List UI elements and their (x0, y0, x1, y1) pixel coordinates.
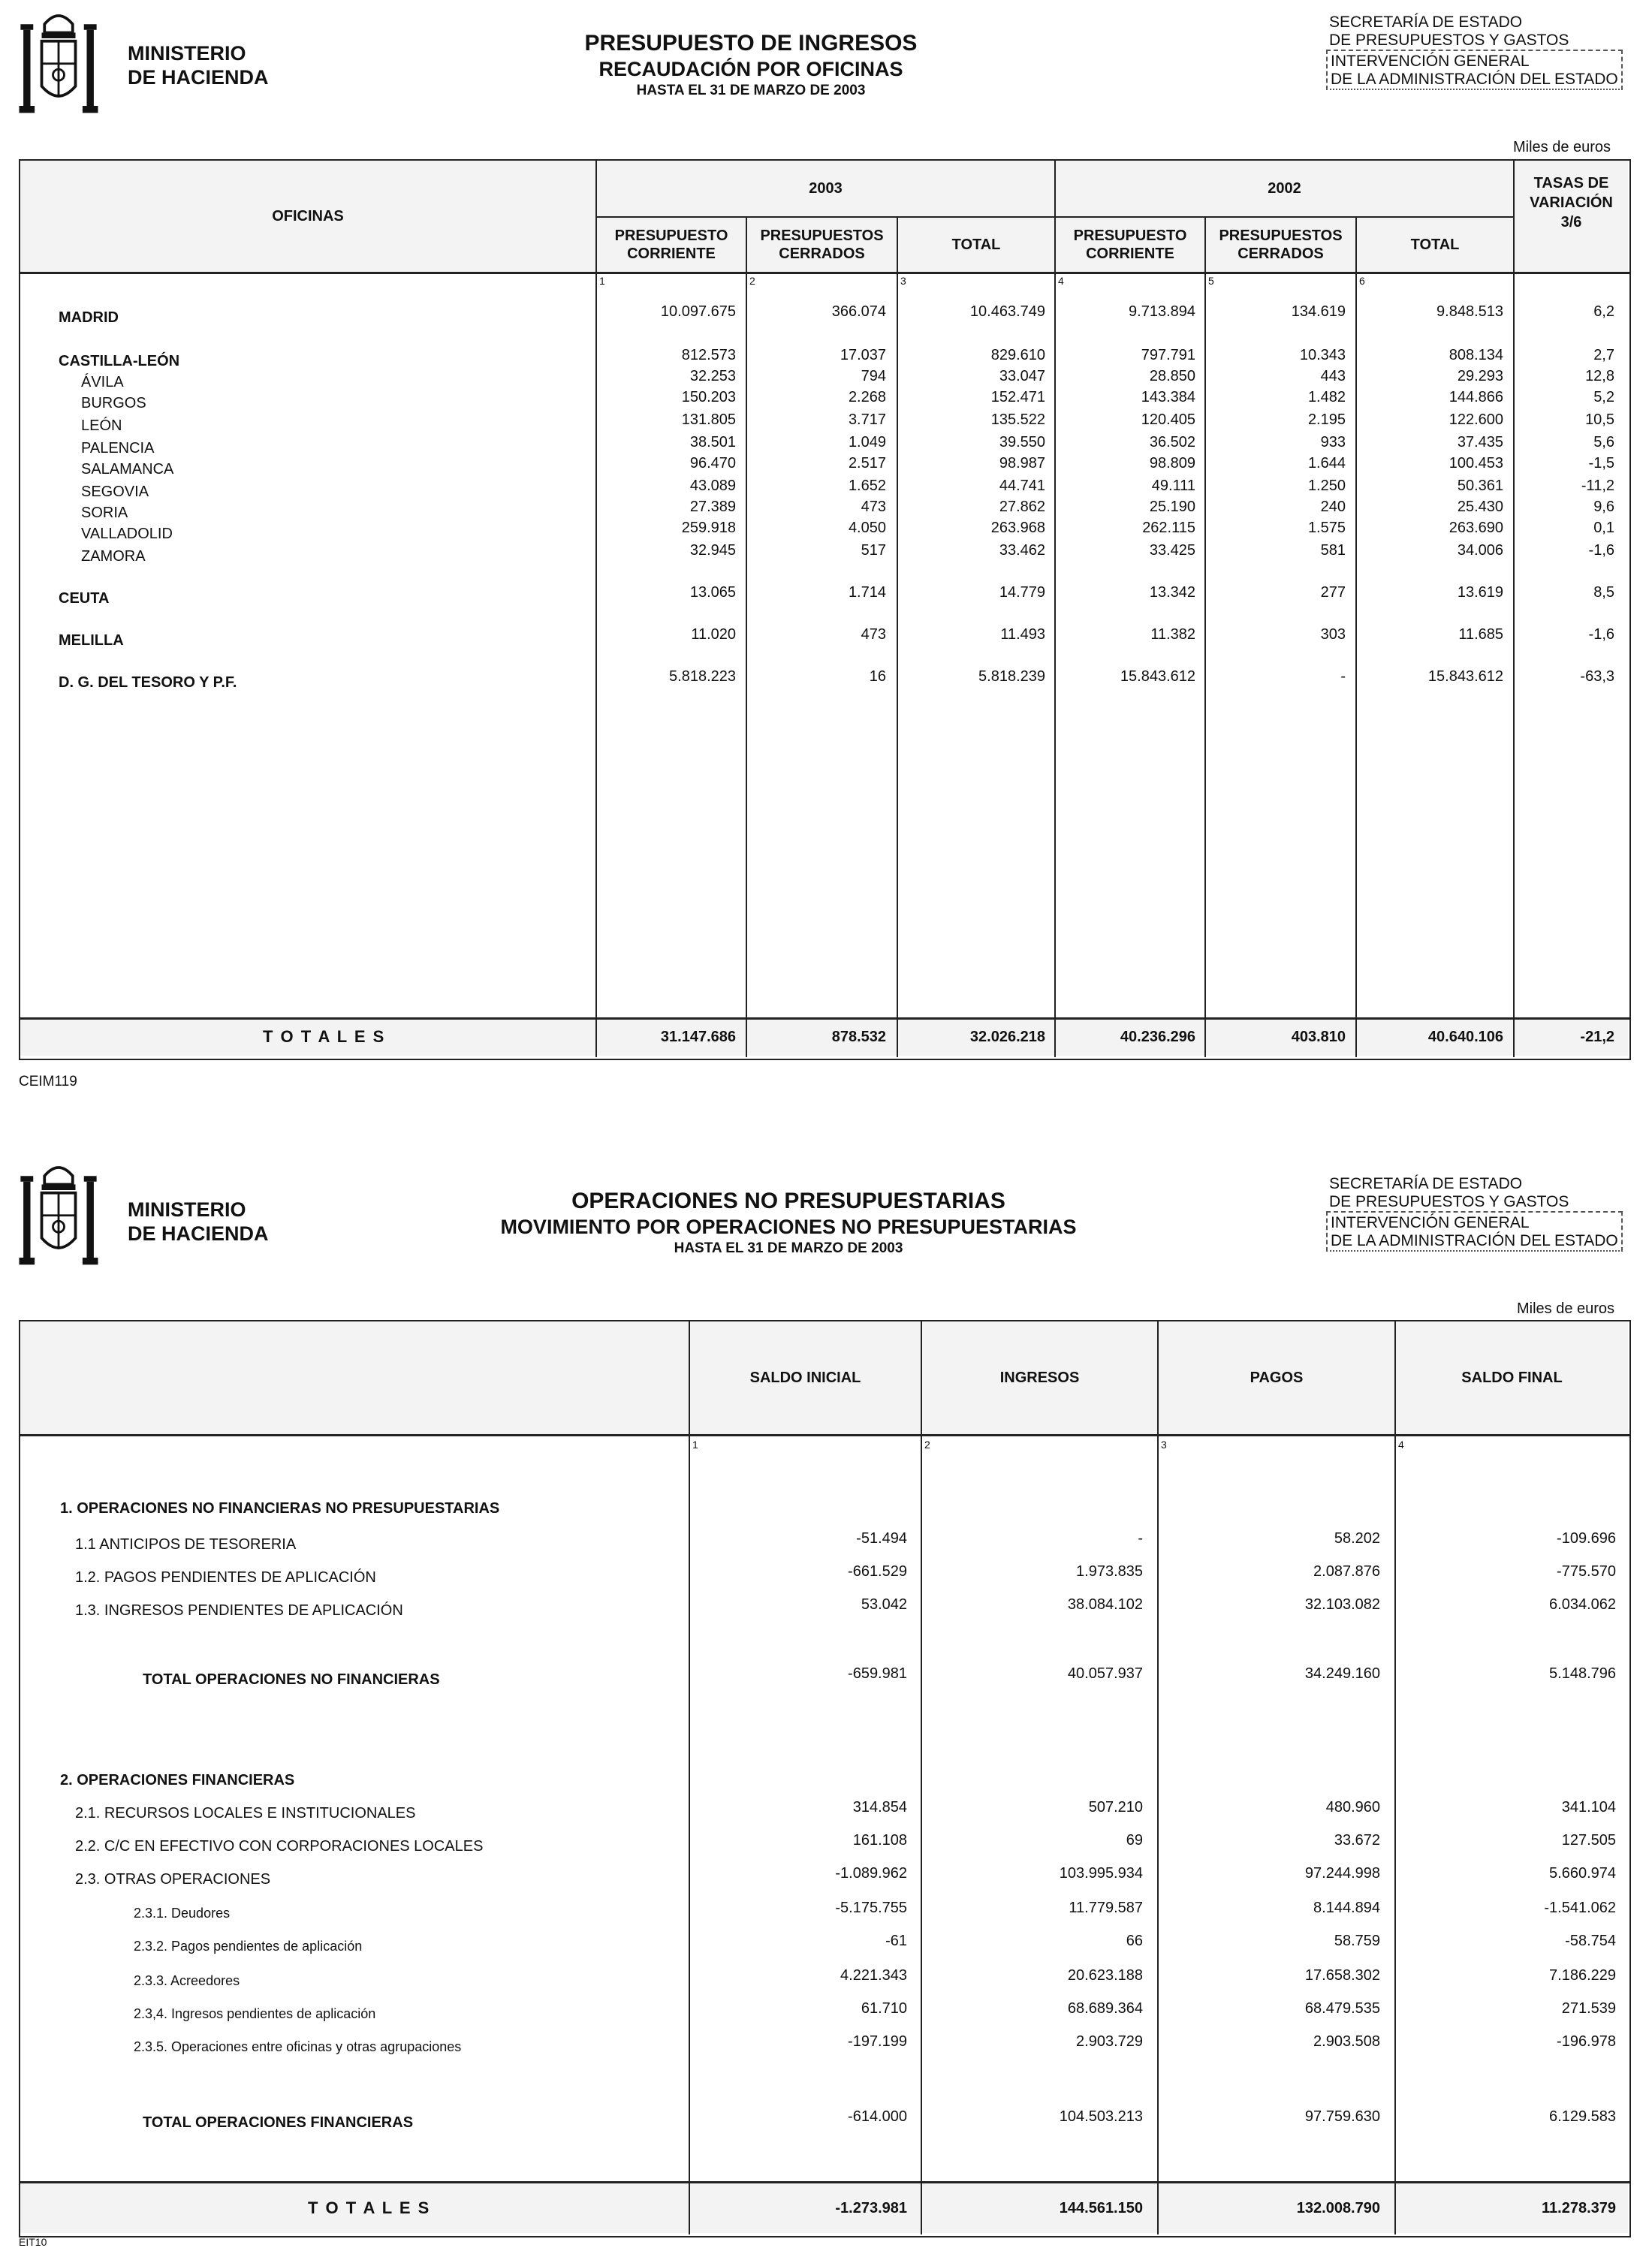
cell-value: 25.190 (1149, 499, 1195, 515)
intervencion-box: INTERVENCIÓN GENERAL DE LA ADMINISTRACIÓN DEL ESTADO (1326, 1211, 1623, 1252)
header-saldo-inicial: SALDO INICIAL (749, 1370, 861, 1386)
issuing-office: SECRETARÍA DE ESTADO DE PRESUPUESTOS Y GASTOS INTERVENCIÓN GENERAL DE LA ADMINISTRACIÓN DEL ESTADO (1329, 14, 1623, 90)
cell-value: -614.000 (848, 2108, 907, 2125)
cell-value: 144.866 (1449, 389, 1503, 405)
cell-value: 98.809 (1149, 455, 1195, 472)
cell-value: 152.471 (990, 389, 1045, 405)
operation-label: 2.2. C/C EN EFECTIVO CON CORPORACIONES LOCALES (75, 1838, 484, 1855)
cell-value: 240 (1320, 499, 1346, 515)
cell-value: 5.148.796 (1549, 1665, 1616, 1682)
cell-value: 507.210 (1088, 1799, 1143, 1816)
cell-value: -109.696 (1557, 1530, 1616, 1547)
cell-value: 341.104 (1561, 1799, 1616, 1816)
cell-value: 259.918 (681, 520, 736, 536)
cell-value: 263.968 (990, 520, 1045, 536)
cell-value: 11.382 (1150, 626, 1195, 643)
report-date: HASTA EL 31 DE MARZO DE 2003 (636, 83, 866, 98)
cell-value: 1.575 (1307, 520, 1346, 536)
cell-value: 314.854 (852, 1799, 907, 1816)
operation-label: 2.3.1. Deudores (134, 1906, 231, 1921)
operation-label: TOTAL OPERACIONES NO FINANCIERAS (143, 1671, 440, 1688)
total-value: 144.561.150 (1059, 2200, 1143, 2216)
header-year-2003: 2003 (809, 180, 843, 197)
cell-value: 9.713.894 (1129, 303, 1195, 320)
total-value: 32.026.218 (969, 1029, 1045, 1045)
cell-value: 1.482 (1307, 389, 1346, 405)
cell-value: 8.144.894 (1313, 1900, 1380, 1916)
cell-value: 37.435 (1457, 434, 1503, 451)
cell-value: 10.463.749 (969, 303, 1045, 320)
column-number: 2 (924, 1439, 930, 1451)
office-label: BURGOS (81, 395, 146, 411)
office-label: VALLADOLID (81, 526, 173, 542)
cell-value: 143.384 (1141, 389, 1195, 405)
cell-value: 794 (861, 368, 886, 384)
issuing-office: SECRETARÍA DE ESTADO DE PRESUPUESTOS Y GASTOS INTERVENCIÓN GENERAL DE LA ADMINISTRACIÓN DEL ESTADO (1329, 1175, 1623, 1252)
cell-value: 6,2 (1593, 303, 1614, 320)
cell-value: -1,6 (1588, 542, 1614, 559)
office-label: SORIA (81, 505, 128, 521)
cell-value: 33.425 (1149, 542, 1195, 559)
header-tasas-variacion: TASAS DE VARIACIÓN 3/6 (1530, 175, 1613, 231)
header-pagos: PAGOS (1250, 1370, 1304, 1386)
total-value: 403.810 (1291, 1029, 1346, 1045)
column-number: 1 (599, 275, 605, 287)
cell-value: 69 (1126, 1832, 1143, 1849)
cell-value: 8,5 (1593, 584, 1614, 601)
totals-label: T O T A L E S (263, 1027, 386, 1046)
cell-value: 104.503.213 (1059, 2108, 1143, 2125)
cell-value: 581 (1320, 542, 1346, 559)
operation-label: 2.3.2. Pagos pendientes de aplicación (134, 1939, 363, 1954)
cell-value: 0,1 (1593, 520, 1614, 536)
operation-label: 2.1. RECURSOS LOCALES E INSTITUCIONALES (75, 1805, 416, 1822)
cell-value: -51.494 (856, 1530, 907, 1547)
header-saldo-final: SALDO FINAL (1461, 1370, 1563, 1386)
report-subtitle: MOVIMIENTO POR OPERACIONES NO PRESUPUESTARIAS (500, 1216, 1077, 1238)
cell-value: 11.020 (691, 626, 736, 643)
cell-value: -61 (885, 1933, 907, 1949)
header-ingresos: INGRESOS (999, 1370, 1080, 1386)
cell-value: 98.987 (999, 455, 1045, 472)
cell-value: 49.111 (1151, 478, 1195, 494)
cell-value: 263.690 (1449, 520, 1503, 536)
cell-value: 100.453 (1449, 455, 1503, 472)
cell-value: 1.714 (848, 584, 886, 601)
cell-value: 97.759.630 (1304, 2108, 1380, 2125)
cell-value: -1,6 (1588, 626, 1614, 643)
cell-value: 271.539 (1561, 2000, 1616, 2017)
total-value: 11.278.379 (1542, 2200, 1616, 2216)
cell-value: 2.087.876 (1313, 1563, 1380, 1580)
cell-value: 9.848.513 (1436, 303, 1503, 320)
cell-value: 303 (1320, 626, 1346, 643)
total-value: 40.236.296 (1120, 1029, 1195, 1045)
column-number: 4 (1398, 1439, 1404, 1451)
cell-value: 11.779.587 (1069, 1900, 1143, 1916)
form-code: EIT10 (19, 2236, 47, 2248)
cell-value: 38.501 (689, 434, 736, 451)
cell-value: 4.221.343 (840, 1967, 907, 1984)
cell-value: - (1340, 668, 1346, 685)
cell-value: 5,2 (1593, 389, 1614, 405)
cell-value: 480.960 (1325, 1799, 1380, 1816)
cell-value: 61.710 (861, 2000, 907, 2017)
cell-value: -659.981 (848, 1665, 907, 1682)
header-total-2003: TOTAL (951, 237, 1001, 253)
cell-value: 97.244.998 (1304, 1865, 1380, 1882)
header-pres-cerrados-2003: PRESUPUESTOS CERRADOS (760, 228, 884, 262)
cell-value: 5.660.974 (1549, 1865, 1616, 1882)
cell-value: 66 (1126, 1933, 1143, 1949)
cell-value: 1.250 (1307, 478, 1346, 494)
cell-value: 808.134 (1449, 347, 1503, 363)
cell-value: 2.268 (848, 389, 886, 405)
operation-label: 2.3,4. Ingresos pendientes de aplicación (134, 2006, 376, 2021)
cell-value: 44.741 (999, 478, 1045, 494)
cell-value: 797.791 (1141, 347, 1195, 363)
operation-label: 2.3. OTRAS OPERACIONES (75, 1871, 271, 1888)
cell-value: -1,5 (1588, 455, 1614, 472)
total-value: -21,2 (1580, 1029, 1614, 1045)
cell-value: 3.717 (848, 411, 886, 428)
cell-value: 53.042 (861, 1596, 907, 1613)
cell-value: 25.430 (1457, 499, 1503, 515)
cell-value: -1.089.962 (835, 1865, 907, 1882)
ministry-name: MINISTERIO DE HACIENDA (128, 1198, 269, 1245)
total-value: 31.147.686 (660, 1029, 736, 1045)
report-title: PRESUPUESTO DE INGRESOS (584, 31, 918, 56)
cell-value: 933 (1320, 434, 1346, 451)
operation-label: 2.3.5. Operaciones entre oficinas y otras agrupaciones (134, 2039, 462, 2054)
cell-value: 10.097.675 (660, 303, 736, 320)
cell-value: 43.089 (689, 478, 736, 494)
cell-value: 5.818.223 (669, 668, 736, 685)
office-label: CASTILLA-LEÓN (59, 353, 180, 369)
cell-value: 38.084.102 (1067, 1596, 1143, 1613)
cell-value: 15.843.612 (1427, 668, 1503, 685)
office-label: LEÓN (81, 417, 122, 434)
cell-value: 33.047 (999, 368, 1045, 384)
cell-value: -197.199 (848, 2033, 907, 2050)
cell-value: 4.050 (848, 520, 886, 536)
total-value: -1.273.981 (835, 2200, 907, 2216)
cell-value: 50.361 (1457, 478, 1503, 494)
report-title-block (451, 1188, 1126, 1258)
cell-value: 13.619 (1457, 584, 1503, 601)
total-value: 132.008.790 (1296, 2200, 1380, 2216)
cell-value: 12,8 (1585, 368, 1614, 384)
column-number: 6 (1359, 275, 1365, 287)
total-value: 878.532 (831, 1029, 886, 1045)
cell-value: 7.186.229 (1549, 1967, 1616, 1984)
cell-value: 5,6 (1593, 434, 1614, 451)
operation-label: 1.3. INGRESOS PENDIENTES DE APLICACIÓN (75, 1602, 403, 1619)
cell-value: 6.129.583 (1549, 2108, 1616, 2125)
cell-value: 29.293 (1457, 368, 1503, 384)
office-label: MELILLA (59, 632, 124, 649)
header-pres-corriente-2002: PRESUPUESTO CORRIENTE (1073, 228, 1187, 262)
cell-value: 9,6 (1593, 499, 1614, 515)
offices-table (19, 159, 1631, 1060)
header-oficinas: OFICINAS (272, 208, 344, 224)
column-number: 3 (900, 275, 906, 287)
form-code: CEIM119 (19, 1074, 77, 1089)
column-number: 5 (1208, 275, 1214, 287)
report-title-block (526, 30, 976, 101)
office-label: D. G. DEL TESORO Y P.F. (59, 674, 237, 691)
cell-value: 103.995.934 (1059, 1865, 1143, 1882)
cell-value: 39.550 (999, 434, 1045, 451)
coat-of-arms-icon (14, 5, 104, 117)
cell-value: 11.493 (1000, 626, 1045, 643)
cell-value: 366.074 (831, 303, 886, 320)
cell-value: 6.034.062 (1549, 1596, 1616, 1613)
cell-value: 127.505 (1561, 1832, 1616, 1849)
cell-value: 473 (861, 626, 886, 643)
header-total-2002: TOTAL (1410, 237, 1460, 253)
office-label: SALAMANCA (81, 461, 174, 478)
cell-value: 68.689.364 (1067, 2000, 1143, 2017)
cell-value: 517 (861, 542, 886, 559)
cell-value: 262.115 (1142, 520, 1195, 536)
report-subtitle: RECAUDACIÓN POR OFICINAS (598, 58, 903, 80)
cell-value: 10,5 (1585, 411, 1614, 428)
cell-value: 2.195 (1307, 411, 1346, 428)
cell-value: 13.065 (689, 584, 736, 601)
intervencion-box: INTERVENCIÓN GENERAL DE LA ADMINISTRACIÓN DEL ESTADO (1326, 50, 1623, 90)
office-label: PALENCIA (81, 440, 155, 457)
column-number: 2 (749, 275, 755, 287)
cell-value: 32.103.082 (1304, 1596, 1380, 1613)
cell-value: 10.343 (1299, 347, 1346, 363)
cell-value: 40.057.937 (1067, 1665, 1143, 1682)
operation-label: 2.3.3. Acreedores (134, 1973, 240, 1988)
totals-label: T O T A L E S (308, 2198, 431, 2217)
cell-value: 122.600 (1449, 411, 1503, 428)
report-title: OPERACIONES NO PRESUPUESTARIAS (571, 1189, 1005, 1213)
cell-value: -58.754 (1565, 1933, 1616, 1949)
cell-value: 829.610 (990, 347, 1045, 363)
cell-value: -775.570 (1557, 1563, 1616, 1580)
units-label: Miles de euros (1513, 139, 1611, 155)
report-date: HASTA EL 31 DE MARZO DE 2003 (674, 1240, 903, 1256)
cell-value: 1.652 (848, 478, 886, 494)
office-label: SEGOVIA (81, 484, 149, 500)
cell-value: 33.672 (1334, 1832, 1380, 1849)
cell-value: 34.249.160 (1304, 1665, 1380, 1682)
cell-value: 812.573 (681, 347, 736, 363)
operation-label: 1. OPERACIONES NO FINANCIERAS NO PRESUPUESTARIAS (60, 1500, 500, 1517)
coat-of-arms-icon (14, 1156, 104, 1269)
cell-value: 1.049 (848, 434, 886, 451)
cell-value: 32.945 (689, 542, 736, 559)
cell-value: 58.202 (1334, 1530, 1380, 1547)
total-value: 40.640.106 (1427, 1029, 1503, 1045)
header-pres-cerrados-2002: PRESUPUESTOS CERRADOS (1219, 228, 1343, 262)
ministry-name: MINISTERIO DE HACIENDA (128, 42, 269, 89)
header-pres-corriente-2003: PRESUPUESTO CORRIENTE (614, 228, 728, 262)
cell-value: 68.479.535 (1304, 2000, 1380, 2017)
office-label: ÁVILA (81, 374, 124, 390)
cell-value: 443 (1320, 368, 1346, 384)
cell-value: 27.389 (689, 499, 736, 515)
cell-value: 20.623.188 (1067, 1967, 1143, 1984)
cell-value: -196.978 (1557, 2033, 1616, 2050)
cell-value: 131.805 (681, 411, 736, 428)
cell-value: 15.843.612 (1120, 668, 1195, 685)
cell-value: 36.502 (1149, 434, 1195, 451)
operation-label: 1.1 ANTICIPOS DE TESORERIA (75, 1536, 297, 1553)
operation-label: 1.2. PAGOS PENDIENTES DE APLICACIÓN (75, 1569, 376, 1586)
cell-value: 2.903.508 (1313, 2033, 1380, 2050)
cell-value: 27.862 (999, 499, 1045, 515)
cell-value: 11.685 (1458, 626, 1503, 643)
column-number: 3 (1161, 1439, 1167, 1451)
units-label: Miles de euros (1517, 1300, 1615, 1317)
office-label: MADRID (59, 309, 119, 326)
cell-value: 32.253 (689, 368, 736, 384)
cell-value: -11,2 (1581, 478, 1614, 494)
cell-value: -5.175.755 (835, 1900, 907, 1916)
cell-value: 34.006 (1457, 542, 1503, 559)
operation-label: TOTAL OPERACIONES FINANCIERAS (143, 2114, 414, 2131)
cell-value: -1.541.062 (1544, 1900, 1616, 1916)
cell-value: 5.818.239 (978, 668, 1045, 685)
cell-value: - (1138, 1530, 1143, 1547)
header-year-2002: 2002 (1268, 180, 1301, 197)
cell-value: 1.644 (1307, 455, 1346, 472)
cell-value: 120.405 (1141, 411, 1195, 428)
cell-value: 96.470 (689, 455, 736, 472)
cell-value: 473 (861, 499, 886, 515)
cell-value: -661.529 (848, 1563, 907, 1580)
cell-value: 58.759 (1334, 1933, 1380, 1949)
cell-value: 33.462 (999, 542, 1045, 559)
cell-value: 1.973.835 (1076, 1563, 1143, 1580)
cell-value: 2,7 (1593, 347, 1614, 363)
cell-value: 2.903.729 (1076, 2033, 1143, 2050)
cell-value: 14.779 (999, 584, 1045, 601)
column-number: 4 (1058, 275, 1064, 287)
cell-value: 2.517 (848, 455, 886, 472)
cell-value: 161.108 (852, 1832, 907, 1849)
cell-value: 17.658.302 (1304, 1967, 1380, 1984)
cell-value: 150.203 (681, 389, 736, 405)
office-label: CEUTA (59, 590, 110, 607)
cell-value: 17.037 (840, 347, 886, 363)
operation-label: 2. OPERACIONES FINANCIERAS (60, 1772, 295, 1788)
column-number: 1 (692, 1439, 698, 1451)
office-label: ZAMORA (81, 548, 146, 565)
cell-value: 134.619 (1291, 303, 1346, 320)
cell-value: 135.522 (990, 411, 1045, 428)
cell-value: 16 (869, 668, 886, 685)
cell-value: 13.342 (1149, 584, 1195, 601)
cell-value: -63,3 (1580, 668, 1614, 685)
cell-value: 277 (1320, 584, 1346, 601)
cell-value: 28.850 (1149, 368, 1195, 384)
